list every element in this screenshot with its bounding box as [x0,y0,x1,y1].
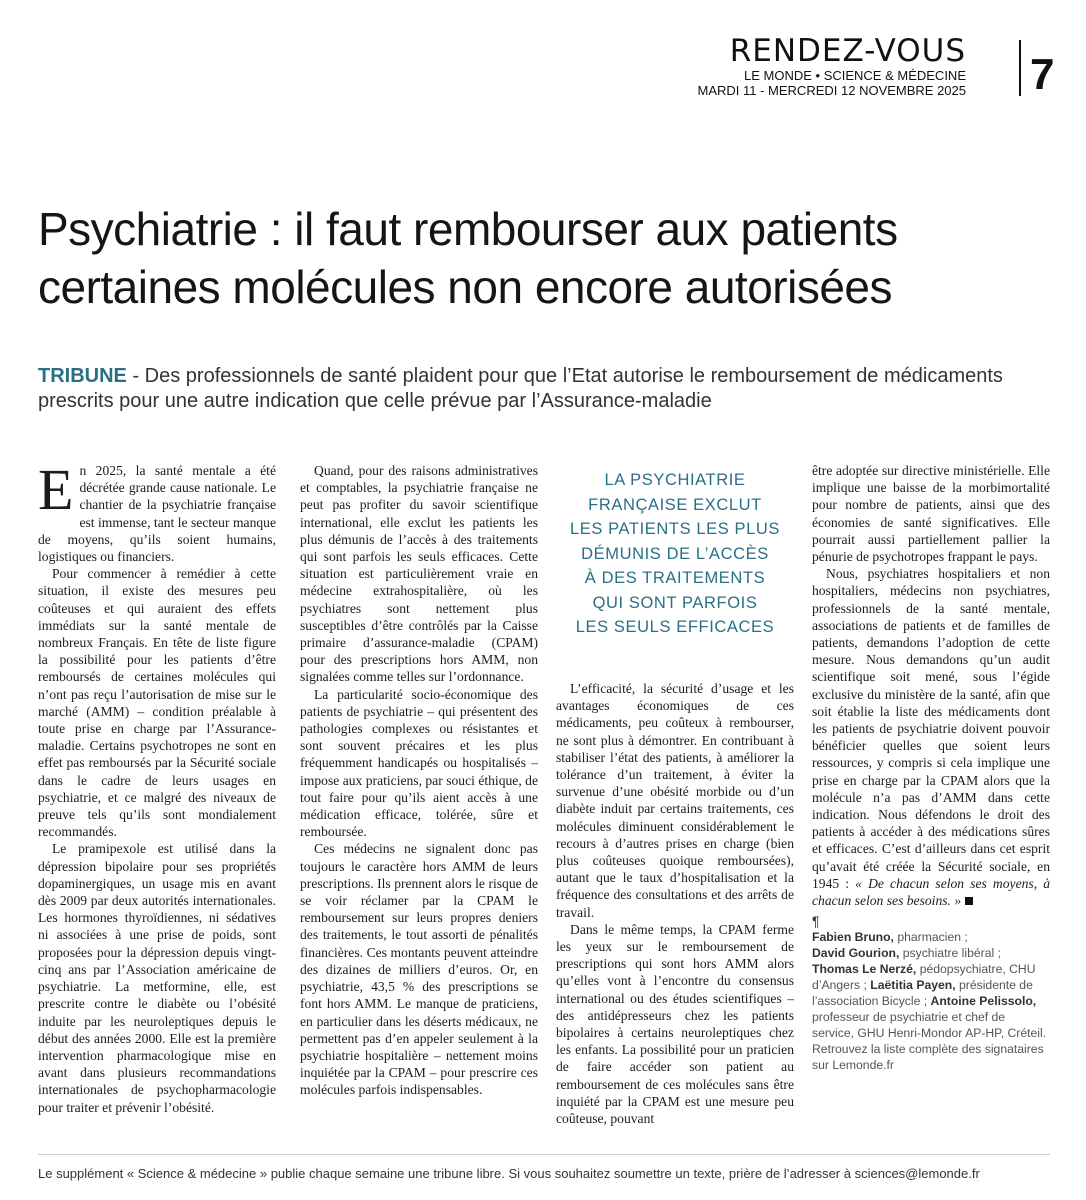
signatory-role: présidente de l’association Bicycle ; [812,978,1033,1009]
masthead [546,34,966,98]
article-paragraph: En 2025, la santé mentale a été décrétée grande cause nationale. Le chantier de la psychiatrie française est immense, tant le secteur manque de moyens, qu’ils soient humains, logistiques ou financiers. [38,457,276,565]
article-paragraph: être adoptée sur directive ministérielle. Elle implique une baisse de la morbimortalité pour nombre de patients, ainsi que des économies de santé significatives. Elle pourrait aussi partiellement pallier la pénurie de psychotropes frappant le pays. [812,463,1050,565]
article-paragraph: L’efficacité, la sécurité d’usage et les avantages économiques de ces médicaments, peu coûteux à rembourser, ne sont plus à démontrer. En contribuant à stabiliser l’état des patients, à améliorer la tolérance d’un traitement, à éviter la survenue d’une obésité morbide ou d’un diabète induit par certains traitements, ces molécules diminuent considérablement le recours à d’autres prises en charge (bien plus coûteuses quoique remboursées), autant que le taux d’hospitalisation et la fréquence des consultations et des arrêts de travail. [556,681,794,920]
signatory-name: Antoine Pelissolo, [930,994,1037,1009]
pull-quote-line: LES PATIENTS LES PLUS [569,520,781,538]
signatory-name: Laëtitia Payen, [870,978,956,993]
signatory-role: pédopsychiatre, CHU d’Angers ; [812,962,1036,993]
issue-date: MARDI 11 - MERCREDI 12 NOVEMBRE 2025 [697,83,966,98]
end-mark-icon [965,897,973,905]
signatory-name: David Gourion, [812,946,900,961]
signatory-role: professeur de psychiatrie et chef de service, GHU Henri-Mondor AP-HP, Créteil. [812,1010,1047,1041]
headline: Psychiatrie : il faut rembourser aux patients certaines molécules non encore autorisées [38,203,898,313]
article-column-2 [300,462,538,1099]
article-column-4 [812,462,1050,1073]
pull-quote-line: FRANÇAISE EXCLUT [588,495,762,514]
footer-note: Le supplément « Science & médecine » publie chaque semaine une tribune libre. Si vous souhaitez soumettre un texte, prière de l’adresser à sciences@lemonde.fr [38,1166,980,1181]
article-paragraph: Pour commencer à remédier à cette situation, il existe des mesures peu coûteuses et qui auraient des effets immédiats sur la santé mentale de nombreux Français. En tête de liste figure la possibilité pour les patients d’être remboursés de certaines molécules qui n’ont pas reçu l’autorisation de mise sur le marché (AMM) – condition préalable à toute prise en charge par l’Assurance-maladie. Certains psychotropes ne sont en effet pas remboursés par la Sécurité sociale dans le cadre de leurs usages en psychiatrie, et ce malgré des niveaux de preuve tels qu’ils sont mondialement recommandés. [38,566,276,840]
footer-divider [38,1154,1050,1155]
article-paragraph: Le pramipexole est utilisé dans la dépression bipolaire pour ses propriétés dopaminergiques, un usage mis en avant dès 2009 par deux autorités internationales. Les hormones thyroïdiennes, ni sédatives ni associées à une prise de poids, sont proposées pour la dépression depuis vingt-cinq ans par l’Association américaine de psychiatrie. La metformine, elle, est prescrite contre le diabète ou l’obésité induite par les neuroleptiques depuis le début des années 2000. Elle est la première intervention pharmacologique mise en avant dans plusieurs recommandations internationales de psychopharmacologie pour traiter et prévenir l’obésité. [38,841,276,1115]
pull-quote-line: LA PSYCHIATRIE [604,471,746,489]
page-number: 7 [1030,50,1055,99]
pull-quote-line: QUI SONT PARFOIS [592,593,758,612]
masthead-divider [1019,40,1021,96]
section-title: RENDEZ-VOUS [729,33,966,69]
standfirst [38,364,1048,414]
article-column-1 [38,457,276,1116]
article-paragraph: La particularité socio-économique des patients de psychiatrie – qui présentent des pathologies complexes ou résistantes et sont souvent précaires et les plus fréquemment handicapés ou hospitalisés – impose aux praticiens, par souci éthique, de tout faire pour qu’ils aient accès à une médication efficace, tolérée, sûre et remboursée. [300,686,538,840]
signatories [812,913,1050,1073]
article-paragraph: Dans le même temps, la CPAM ferme les yeux sur le remboursement de prescriptions qui sont hors AMM alors qu’elles vont à l’encontre du consensus international ou des études scientifiques – des antidépresseurs chez les patients bipolaires à certains neuroleptiques chez les enfants. La possibilité pour un praticien de faire accéder son patient au remboursement de ces molécules sans être inquiété par la CPAM est une mesure peu coûteuse, pouvant [556,921,794,1127]
closing-quote: « De chacun selon ses moyens, à chacun selon ses besoins. » [812,875,1050,909]
pull-quote-line: DÉMUNIS DE L’ACCÈS [581,544,769,563]
article-paragraph: Quand, pour des raisons administratives et comptables, la psychiatrie française ne peut pas profiter du savoir scientifique international, elle exclut les patients les plus démunis de l’accès à des traitements qui sont parfois les seuls efficaces. Cette situation est particulièrement vraie en médecine extrahospitalière, où les psychiatres sont nettement plus susceptibles d’être contrôlés par la Caisse primaire d’assurance-maladie (CPAM) pour des prescriptions hors AMM, non signalées comme telles sur l’ordonnance. [300,463,538,685]
pull-quote-line: À DES TRAITEMENTS [584,569,766,587]
signatories-link-note: Retrouvez la liste complète des signataires sur Lemonde.fr [812,1042,1044,1073]
pull-quote-line: LES SEULS EFFICACES [575,618,775,636]
article-paragraph: Nous, psychiatres hospitaliers et non hospitaliers, médecins non psychiatres, professionnels de la santé mentale, associations de patients et de familles de patients, demandons l’adoption de cette mesure. Nous demandons qu’un audit scientifique soit mené, sous l’égide exclusive du ministère de la santé, afin que soit établie la liste des médicaments dont les patients de psychiatrie doivent pouvoir bénéficier quelles que soient leurs ressources, y compris si cela implique une prise en charge par la CPAM alors que la molécule n’a pas d’AMM dans cette indication. Nous défendons le droit des patients à accéder à des médications sûres et efficaces. C’est d’ailleurs dans cet esprit qu’avait été créée la Sécurité sociale, en 1945 : « De chacun selon ses moyens, à chacun selon ses besoins. » [812,566,1050,909]
pilcrow-mark: ¶ [812,913,820,930]
article-column-3 [556,680,794,1127]
publication-line: LE MONDE • SCIENCE & MÉDECINE [744,68,966,83]
signatory-role: psychiatre libéral ; [899,946,1001,961]
article-paragraph: Ces médecins ne signalent donc pas toujours le caractère hors AMM de leurs prescriptions. Ils prennent alors le risque de se voir réclamer par la CPAM le remboursement sur leurs propres deniers des traitements, le tout assorti de pénalités financières. Ces montants peuvent atteindre des dizaines de milliers d’euros. Or, en psychiatrie, 43,5 % des prescriptions se font hors AMM. Le manque de praticiens, en particulier dans les déserts médicaux, ne permettent pas d’en appeler seulement à la psychiatrie hospitalière – nettement moins inquiétée par la CPAM – pour prescrire ces molécules parfois indispensables. [300,841,538,1098]
signatory-role: pharmacien ; [893,930,968,945]
drop-cap: E [38,457,74,522]
tribune-label: TRIBUNE [38,365,127,387]
signatory-name: Fabien Bruno, [812,930,894,945]
pull-quote [556,468,794,640]
signatory-name: Thomas Le Nerzé, [812,962,917,977]
standfirst-text: - Des professionnels de santé plaident pour que l’Etat autorise le remboursement de médicaments prescrits pour une autre indication que celle prévue par l’Assurance-maladie [38,365,1003,412]
